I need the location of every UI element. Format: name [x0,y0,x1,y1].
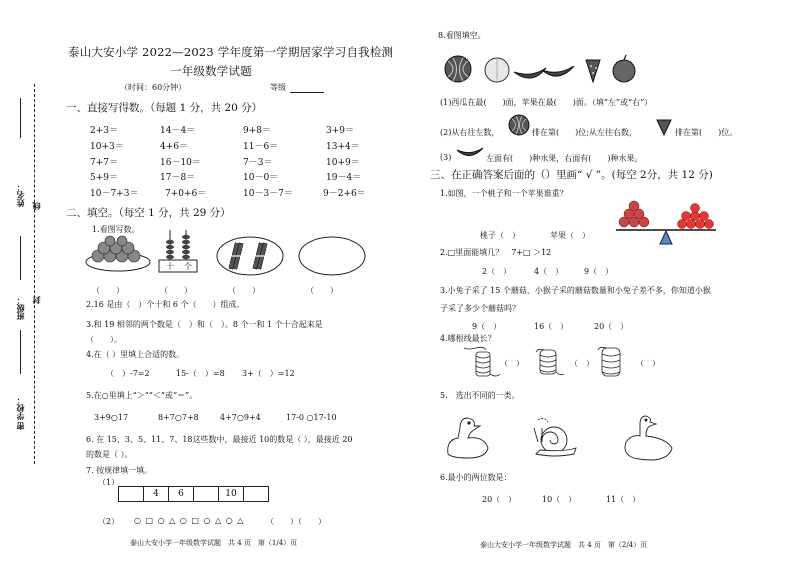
problem: 7－3＝ [243,158,273,168]
problem: 7+7＝ [90,158,118,168]
q4-item: （ ）-7=2 [106,369,150,378]
q5-text: 5.在○里填上“＞”“＜”或“＝”。 [86,391,198,400]
apple-icon [613,55,635,82]
sequence-cell: 6 [168,486,194,502]
s3q5-text: 5. 选出不同的一类。 [440,391,520,400]
problem: 10－3－7＝ [243,189,293,199]
coil-a [464,347,500,376]
problem: 5+9＝ [90,173,118,183]
q4-text: 4.在（ ）里填上合适的数。 [86,350,185,359]
balance-scale [614,200,718,246]
footer-left: 泰山大安小学一年级数学试题 共 4 页 第（1/4）页 [130,539,298,547]
exam-time: （时间：60分钟） [120,83,187,92]
q8-2-text-b: 排在第( )位;从左往右数， [532,128,637,137]
problem: 13+4＝ [326,142,360,152]
s3q3-option[interactable]: 20（ ） [594,322,629,331]
school-label: 学校： [15,396,25,420]
q6-text-line1: 6. 在 15、3、5、11、7、18这些数中，最接近 10的数是（ ），最接近 20 [86,435,353,444]
problem: 2+3＝ [90,126,118,136]
name-label: 姓名： [15,183,25,207]
snail-icon [534,418,576,456]
answer-blank[interactable]: （ ） [228,286,260,295]
q5-item: 8+7○7+8 [158,413,199,422]
s3q2-option[interactable]: 4（ ） [534,267,564,276]
problem: 4+6＝ [160,142,188,152]
problem: 3+9＝ [326,126,354,136]
banana-icon [514,66,574,78]
abacus-ones-label: 个 [184,262,192,271]
sequence-cell: 4 [143,486,169,502]
peaches-illustration [84,238,152,272]
q3-text-line2: （ ）。 [86,335,122,344]
grade-blank[interactable] [290,92,324,93]
name-line [20,98,21,138]
q7-2-shapes: ○ □ ○ △ ○ □ ○ △ ○ △ [134,516,245,525]
answer-blank[interactable]: （ ） [306,286,338,295]
s3q2-option[interactable]: 2（ ） [482,267,512,276]
q7-1-label: （1） [98,478,120,487]
section1-heading: 一、直接写得数。（每题 1 分，共 20 分） [66,102,263,114]
q5-item: 3+9○17 [94,413,129,422]
q5-item: 17-0 ○17-10 [286,413,337,422]
problem: 10+9＝ [326,158,360,168]
footer-right: 泰山大安小学一年级数学试题 共 4 页 第（2/4）页 [480,541,648,549]
s3q4-option[interactable]: （ ） [570,359,594,368]
s3q3-text-line2: 子采了多少个蘑菇吗？ [440,304,520,313]
s3q4-text: 4.哪根线最长？ [440,334,496,343]
peach-icon [485,58,509,82]
grade-label: 等级 [270,83,286,92]
s3q4-option[interactable]: （ ） [500,359,524,368]
q8-text: 8.看图填空。 [438,31,486,40]
q8-2-text-c: 排在第( )位。 [675,128,738,137]
problem: 10+3＝ [90,142,124,152]
s3q6-option[interactable]: 20（ ） [482,495,517,504]
exam-title: 泰山大安小学 2022—2023 学年度第一学期居家学习自我检测 [68,45,394,59]
coil-b [536,349,564,374]
section3-heading: 三、在正确答案后面的（）里画“ √ ”。(每空 2分，共 12 分) [430,169,713,181]
problem: 16－10＝ [160,158,201,168]
problem: 17－8＝ [160,173,196,183]
q8-3-text-b: 左面有( )种水果，右面有( )种水果。 [486,154,643,163]
sequence-cell: 10 [218,486,244,502]
q7-2-label: （2） [98,517,120,526]
q1-label: 1.看图写数。 [92,225,140,234]
sequence-cell[interactable] [243,486,269,502]
binding-dashed-line [34,84,35,464]
s3q4-option[interactable]: （ ） [636,359,660,368]
s3q6-text: 6.最小的两位数是： [440,473,512,482]
line-label: 线 [31,202,41,210]
q8-1-text: (1)西瓜在最( )面，苹果在最( )面。（填“左”或“右”） [440,98,653,107]
s3q3-option[interactable]: 16（ ） [534,322,569,331]
q8-3-text-a: (3) [440,153,452,162]
s3q1-option-peach[interactable]: 桃子（ ） [480,231,520,240]
problem: 14－4＝ [160,126,196,136]
problem: 11－6＝ [243,142,279,152]
school-line [20,330,21,374]
sequence-cell[interactable] [118,486,144,502]
answer-blank[interactable]: （ ） [92,286,124,295]
s3q1-text: 1.如图，一个桃子和一个苹果谁重？ [440,189,568,198]
q4-item: 15-（ ）=8 [176,369,225,378]
s3q6-option[interactable]: 10（ ） [542,495,577,504]
problem: 10－7+3＝ [90,189,139,199]
s3q6-option[interactable]: 11（ ） [606,495,641,504]
s3q2-text: 2.□里面能填几？ 7+□ ＞12 [440,248,552,257]
dense-label: 密 [15,422,25,430]
q6-text-line2: 的数是（ ）。 [86,450,133,459]
abacus-tens-label: 十 [166,262,174,271]
answer-blank[interactable]: （ ） [160,286,192,295]
problem: 9+8＝ [243,126,271,136]
goose-icon [625,416,672,460]
class-label: 班级： [15,296,25,320]
animal-row [444,414,684,462]
problem: 19－4＝ [326,173,362,183]
q3-text-line1: 3.和 19 相邻的两个数是（ ）和（ ）。8 个一和 1 个十合起来是 [86,320,323,329]
problem: 10－0＝ [243,173,279,183]
q2-text: 2.16 是由（ ）个十和 6 个（ ）组成。 [86,300,245,309]
q7-text: 7. 按规律填一填。 [86,466,153,475]
strawberry-icon [586,60,600,82]
watermelon-icon [508,114,530,136]
s3q3-option[interactable]: 9（ ） [472,322,502,331]
fruit-row [442,54,642,84]
q7-2-blanks[interactable]: （ ）（ ） [266,517,326,526]
sticks-bundle-illustration [216,236,284,276]
problem: 7+0+6＝ [165,189,207,199]
abacus-illustration [158,228,198,274]
s3q2-option[interactable]: 9（ ） [584,267,614,276]
seal-label: 封 [31,296,41,304]
apples-on-scale [678,204,714,229]
s3q3-text-line1: 3.小兔子采了 15 个蘑菇，小猴子采的蘑菇数量和小兔子差不多，你知道小猴 [440,286,711,295]
section2-heading: 二、填空。（每空 1 分，共 29 分） [66,207,231,219]
empty-oval[interactable] [298,236,366,276]
problem: 9－2+6＝ [323,189,366,199]
coil-c [598,347,620,376]
banana-icon [456,146,484,160]
watermelon-icon [445,56,471,82]
duck-icon [448,418,488,458]
class-line [20,236,21,280]
sequence-cell[interactable] [193,486,219,502]
q4-item: 3+（ ）=12 [242,369,295,378]
s3q1-option-apple[interactable]: 苹果（ ） [550,231,590,240]
q8-2-text-a: (2)从右往左数， [440,128,500,137]
q5-item: 4+7○9+4 [220,413,261,422]
peaches-on-scale [619,201,649,227]
strawberry-icon [656,118,672,136]
exam-subtitle: 一年级数学试题 [170,64,252,78]
